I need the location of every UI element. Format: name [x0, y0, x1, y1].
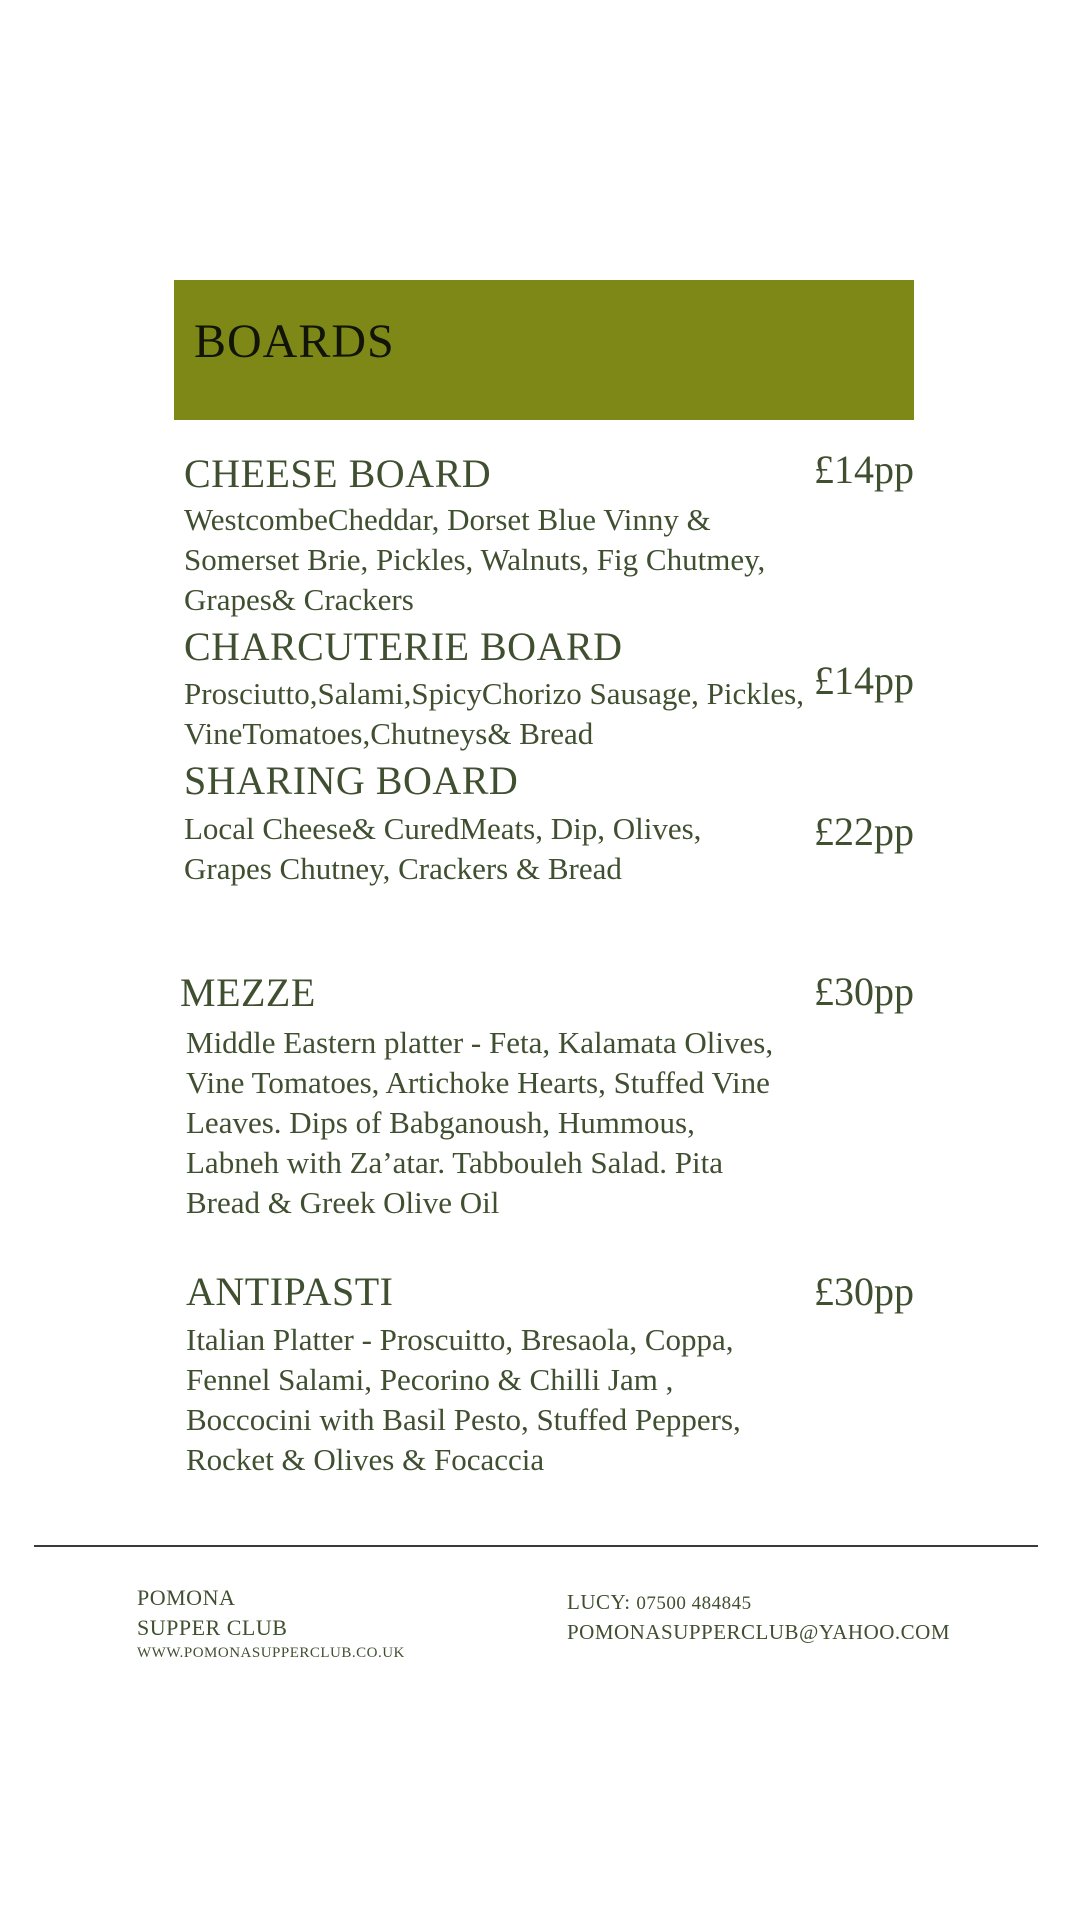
menu-item-description: Middle Eastern platter - Feta, Kalamata Olives, Vine Tomatoes, Artichoke Hearts, Stuffed Vine Leaves. Dips of Babganoush, Hummous, Labneh with Za’atar. Tabbouleh Salad. Pita Bread & Greek Olive Oil — [186, 1025, 774, 1220]
menu-item-name: CHEESE BOARD — [184, 451, 492, 496]
section-title: BOARDS — [194, 315, 395, 368]
menu-item-price: £14pp — [814, 658, 914, 703]
menu-item-name: MEZZE — [180, 970, 316, 1015]
footer-contact-line — [567, 1590, 752, 1615]
footer-divider — [34, 1545, 1038, 1547]
menu-item-description: Prosciutto,Salami,SpicyChorizo Sausage, Pickles, VineTomatoes,Chutneys& Bread — [184, 676, 804, 751]
menu-item-price: £30pp — [814, 969, 914, 1014]
section-banner — [174, 280, 914, 420]
contact-phone[interactable]: 07500 484845 — [636, 1593, 752, 1614]
menu-item-name: ANTIPASTI — [186, 1269, 394, 1314]
menu-item-price: £30pp — [814, 1269, 914, 1314]
menu-item-description: WestcombeCheddar, Dorset Blue Vinny & Somerset Brie, Pickles, Walnuts, Fig Chutmey, Grapes& Crackers — [184, 502, 766, 617]
menu-item-name: SHARING BOARD — [184, 758, 519, 803]
menu-item-price: £22pp — [814, 809, 914, 854]
menu-item-description: Italian Platter - Proscuitto, Bresaola, Coppa, Fennel Salami, Pecorino & Chilli Jam , Boccocini with Basil Pesto, Stuffed Peppers, Rocket & Olives & Focaccia — [186, 1322, 741, 1477]
menu-item-name: CHARCUTERIE BOARD — [184, 624, 623, 669]
footer-email-link[interactable]: POMONASUPPERCLUB@YAHOO.COM — [567, 1620, 950, 1644]
menu-item-price: £14pp — [814, 447, 914, 492]
footer-brand-line2: SUPPER CLUB — [137, 1615, 288, 1640]
footer-website-link[interactable]: WWW.POMONASUPPERCLUB.CO.UK — [137, 1645, 405, 1661]
menu-item-description: Local Cheese& CuredMeats, Dip, Olives, Grapes Chutney, Crackers & Bread — [184, 811, 702, 886]
footer-brand-line1: POMONA — [137, 1585, 236, 1610]
contact-label: LUCY: — [567, 1590, 631, 1614]
